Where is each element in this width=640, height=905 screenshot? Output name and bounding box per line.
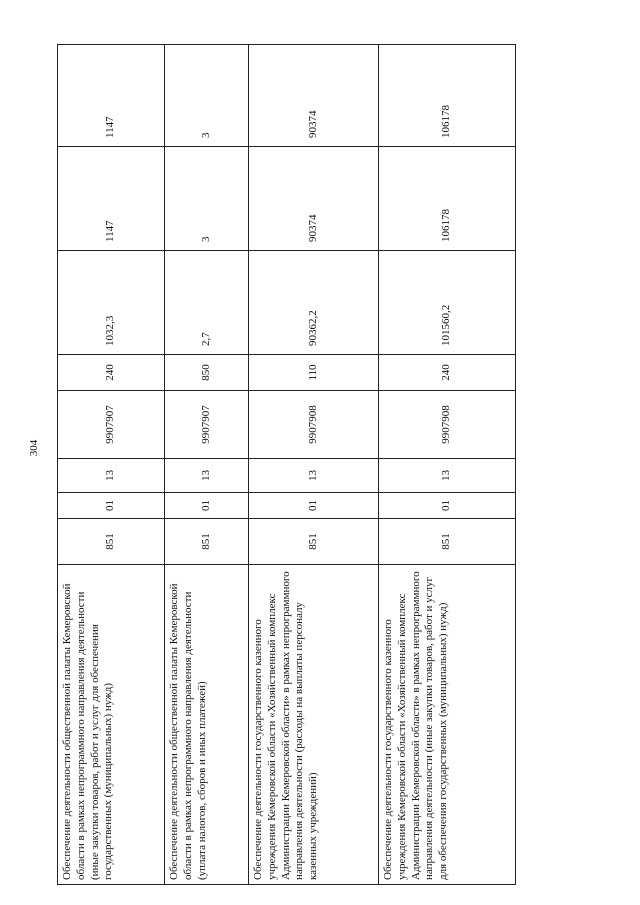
amount-cell-3: 1147 [58, 45, 165, 147]
section-code-cell: 01 [379, 493, 516, 519]
subsection-code-cell: 13 [58, 459, 165, 493]
amount-cell-1: 90362,2 [249, 251, 379, 355]
item-name-cell: Обеспечение деятельности общественной палаты Кемеровской области в рамках непрограммного направления деятельности (уплата налогов, сборов и иных платежей) [165, 565, 249, 885]
expense-type-cell: 240 [379, 355, 516, 391]
target-article-cell: 9907908 [249, 391, 379, 459]
subsection-code-cell: 13 [379, 459, 516, 493]
section-code-cell: 01 [165, 493, 249, 519]
table-row [58, 45, 165, 885]
item-name-cell: Обеспечение деятельности общественной палаты Кемеровской области в рамках непрограммного направления деятельности (иные закупки товаров, работ и услуг для обеспечения государственных (муниципальных) нужд) [58, 565, 165, 885]
ministry-code-cell: 851 [249, 519, 379, 565]
section-code-cell: 01 [58, 493, 165, 519]
section-code-cell: 01 [249, 493, 379, 519]
target-article-cell: 9907908 [379, 391, 516, 459]
amount-cell-3: 90374 [249, 45, 379, 147]
budget-table [57, 44, 516, 885]
expense-type-cell: 850 [165, 355, 249, 391]
page-number: 304 [28, 439, 40, 457]
table-row [165, 45, 249, 885]
amount-cell-1: 101560,2 [379, 251, 516, 355]
amount-cell-2: 1147 [58, 147, 165, 251]
subsection-code-cell: 13 [165, 459, 249, 493]
expense-type-cell: 240 [58, 355, 165, 391]
table-row [249, 45, 379, 885]
target-article-cell: 9907907 [165, 391, 249, 459]
subsection-code-cell: 13 [249, 459, 379, 493]
amount-cell-1: 1032,3 [58, 251, 165, 355]
amount-cell-2: 90374 [249, 147, 379, 251]
expense-type-cell: 110 [249, 355, 379, 391]
target-article-cell: 9907907 [58, 391, 165, 459]
amount-cell-2: 106178 [379, 147, 516, 251]
ministry-code-cell: 851 [379, 519, 516, 565]
item-name-cell: Обеспечение деятельности государственного казенного учреждения Кемеровской области «Хозяйственный комплекс Администрации Кемеровской области» в рамках непрограммного направления деятельности (иные закупки товаров, работ и услуг для обеспечения государственных (муниципальных) нужд) [379, 565, 516, 885]
ministry-code-cell: 851 [165, 519, 249, 565]
amount-cell-3: 106178 [379, 45, 516, 147]
budget-table-container [57, 45, 515, 885]
amount-cell-1: 2,7 [165, 251, 249, 355]
amount-cell-3: 3 [165, 45, 249, 147]
table-row [379, 45, 516, 885]
item-name-cell: Обеспечение деятельности государственного казенного учреждения Кемеровской области «Хозяйственный комплекс Администрации Кемеровской области» в рамках непрограммного направления деятельности (расходы на выплаты персоналу казенных учреждений) [249, 565, 379, 885]
ministry-code-cell: 851 [58, 519, 165, 565]
amount-cell-2: 3 [165, 147, 249, 251]
